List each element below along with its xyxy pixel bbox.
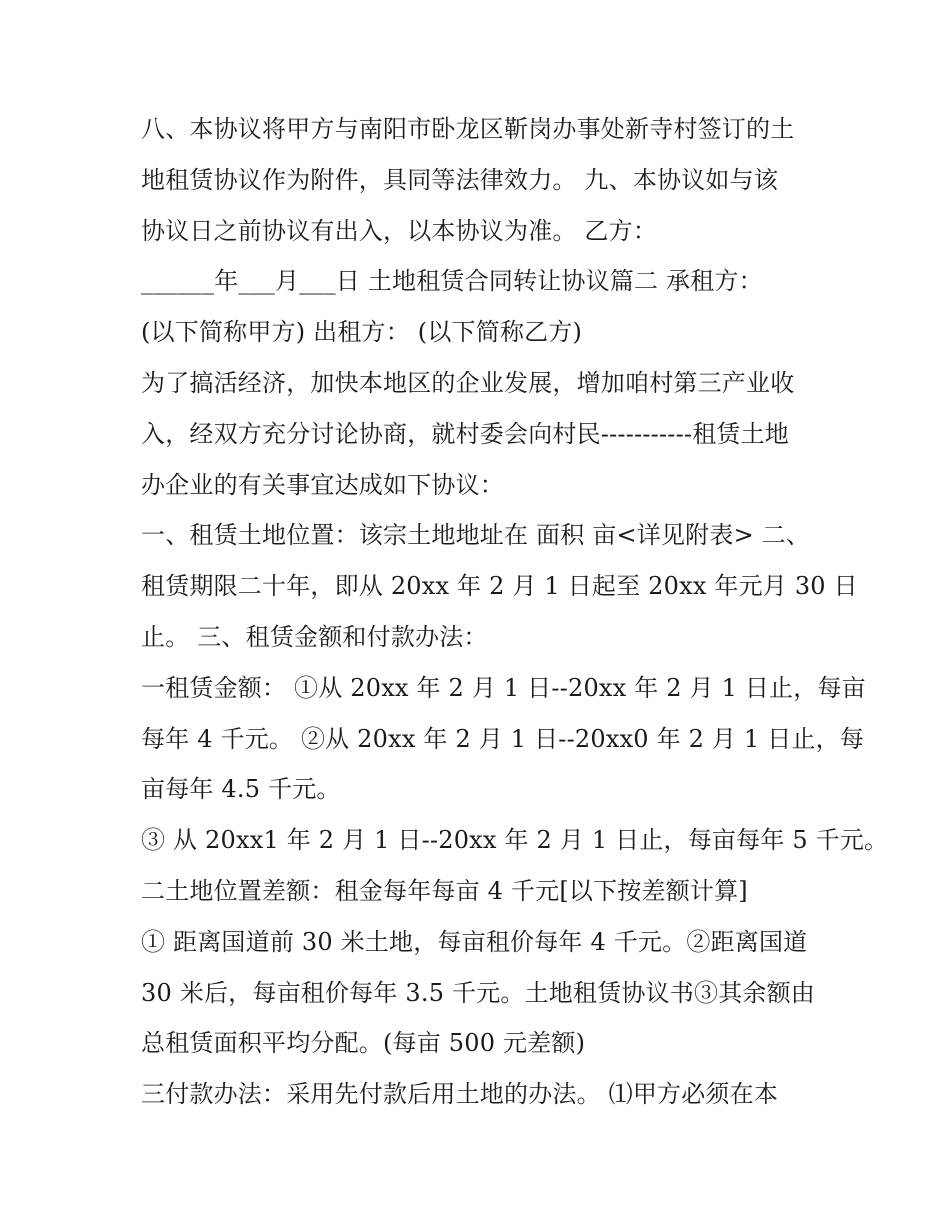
text-line: 租赁期限二十年，即从 20xx 年 2 月 1 日起至 20xx 年元月 30 日 xyxy=(141,572,858,601)
text-line: 一租赁金额： ①从 20xx 年 2 月 1 日--20xx 年 2 月 1 日止，每亩 xyxy=(141,673,866,702)
text-line: ______年___月___日 土地租赁合同转让协议篇二 承租方： xyxy=(141,267,763,296)
text-line: 一、租赁土地位置：该宗土地地址在 面积 亩<详见附表> 二、 xyxy=(141,521,811,550)
text-line: 八、本协议将甲方与南阳市卧龙区靳岗办事处新寺村签订的土 xyxy=(141,115,795,143)
text-line: ③ 从 20xx1 年 2 月 1 日--20xx 年 2 月 1 日止，每亩每年 5 千元。 xyxy=(141,826,889,855)
text-line: 亩每年 4.5 千元。 xyxy=(141,775,341,804)
text-line: 总租赁面积平均分配。(每亩 500 元差额) xyxy=(141,1029,586,1058)
text-line: 地租赁协议作为附件，具同等法律效力。 九、本协议如与该 xyxy=(141,165,779,194)
document-body xyxy=(141,104,889,1120)
text-line: 30 米后，每亩租价每年 3.5 千元。土地租赁协议书③其余额由 xyxy=(141,978,815,1007)
text-line: 协议日之前协议有出入，以本协议为准。 乙方： xyxy=(141,216,658,245)
text-line: (以下简称甲方) 出租方： (以下简称乙方) xyxy=(141,318,583,347)
text-line: 为了搞活经济，加快本地区的企业发展，增加咱村第三产业收 xyxy=(141,368,795,397)
text-line: 入，经双方充分讨论协商，就村委会向村民-----------租赁土地 xyxy=(141,419,790,448)
text-line: 二土地位置差额：租金每年每亩 4 千元[以下按差额计算] xyxy=(141,876,748,905)
text-line: 止。 三、租赁金额和付款办法： xyxy=(141,622,488,651)
text-line: ① 距离国道前 30 米土地，每亩租价每年 4 千元。②距离国道 xyxy=(141,927,808,956)
text-line: 三付款办法：采用先付款后用土地的办法。 ⑴甲方必须在本 xyxy=(141,1080,779,1109)
text-line: 办企业的有关事宜达成如下协议： xyxy=(141,470,504,499)
text-line: 每年 4 千元。 ②从 20xx 年 2 月 1 日--20xx0 年 2 月 1 日止，每 xyxy=(141,724,865,753)
